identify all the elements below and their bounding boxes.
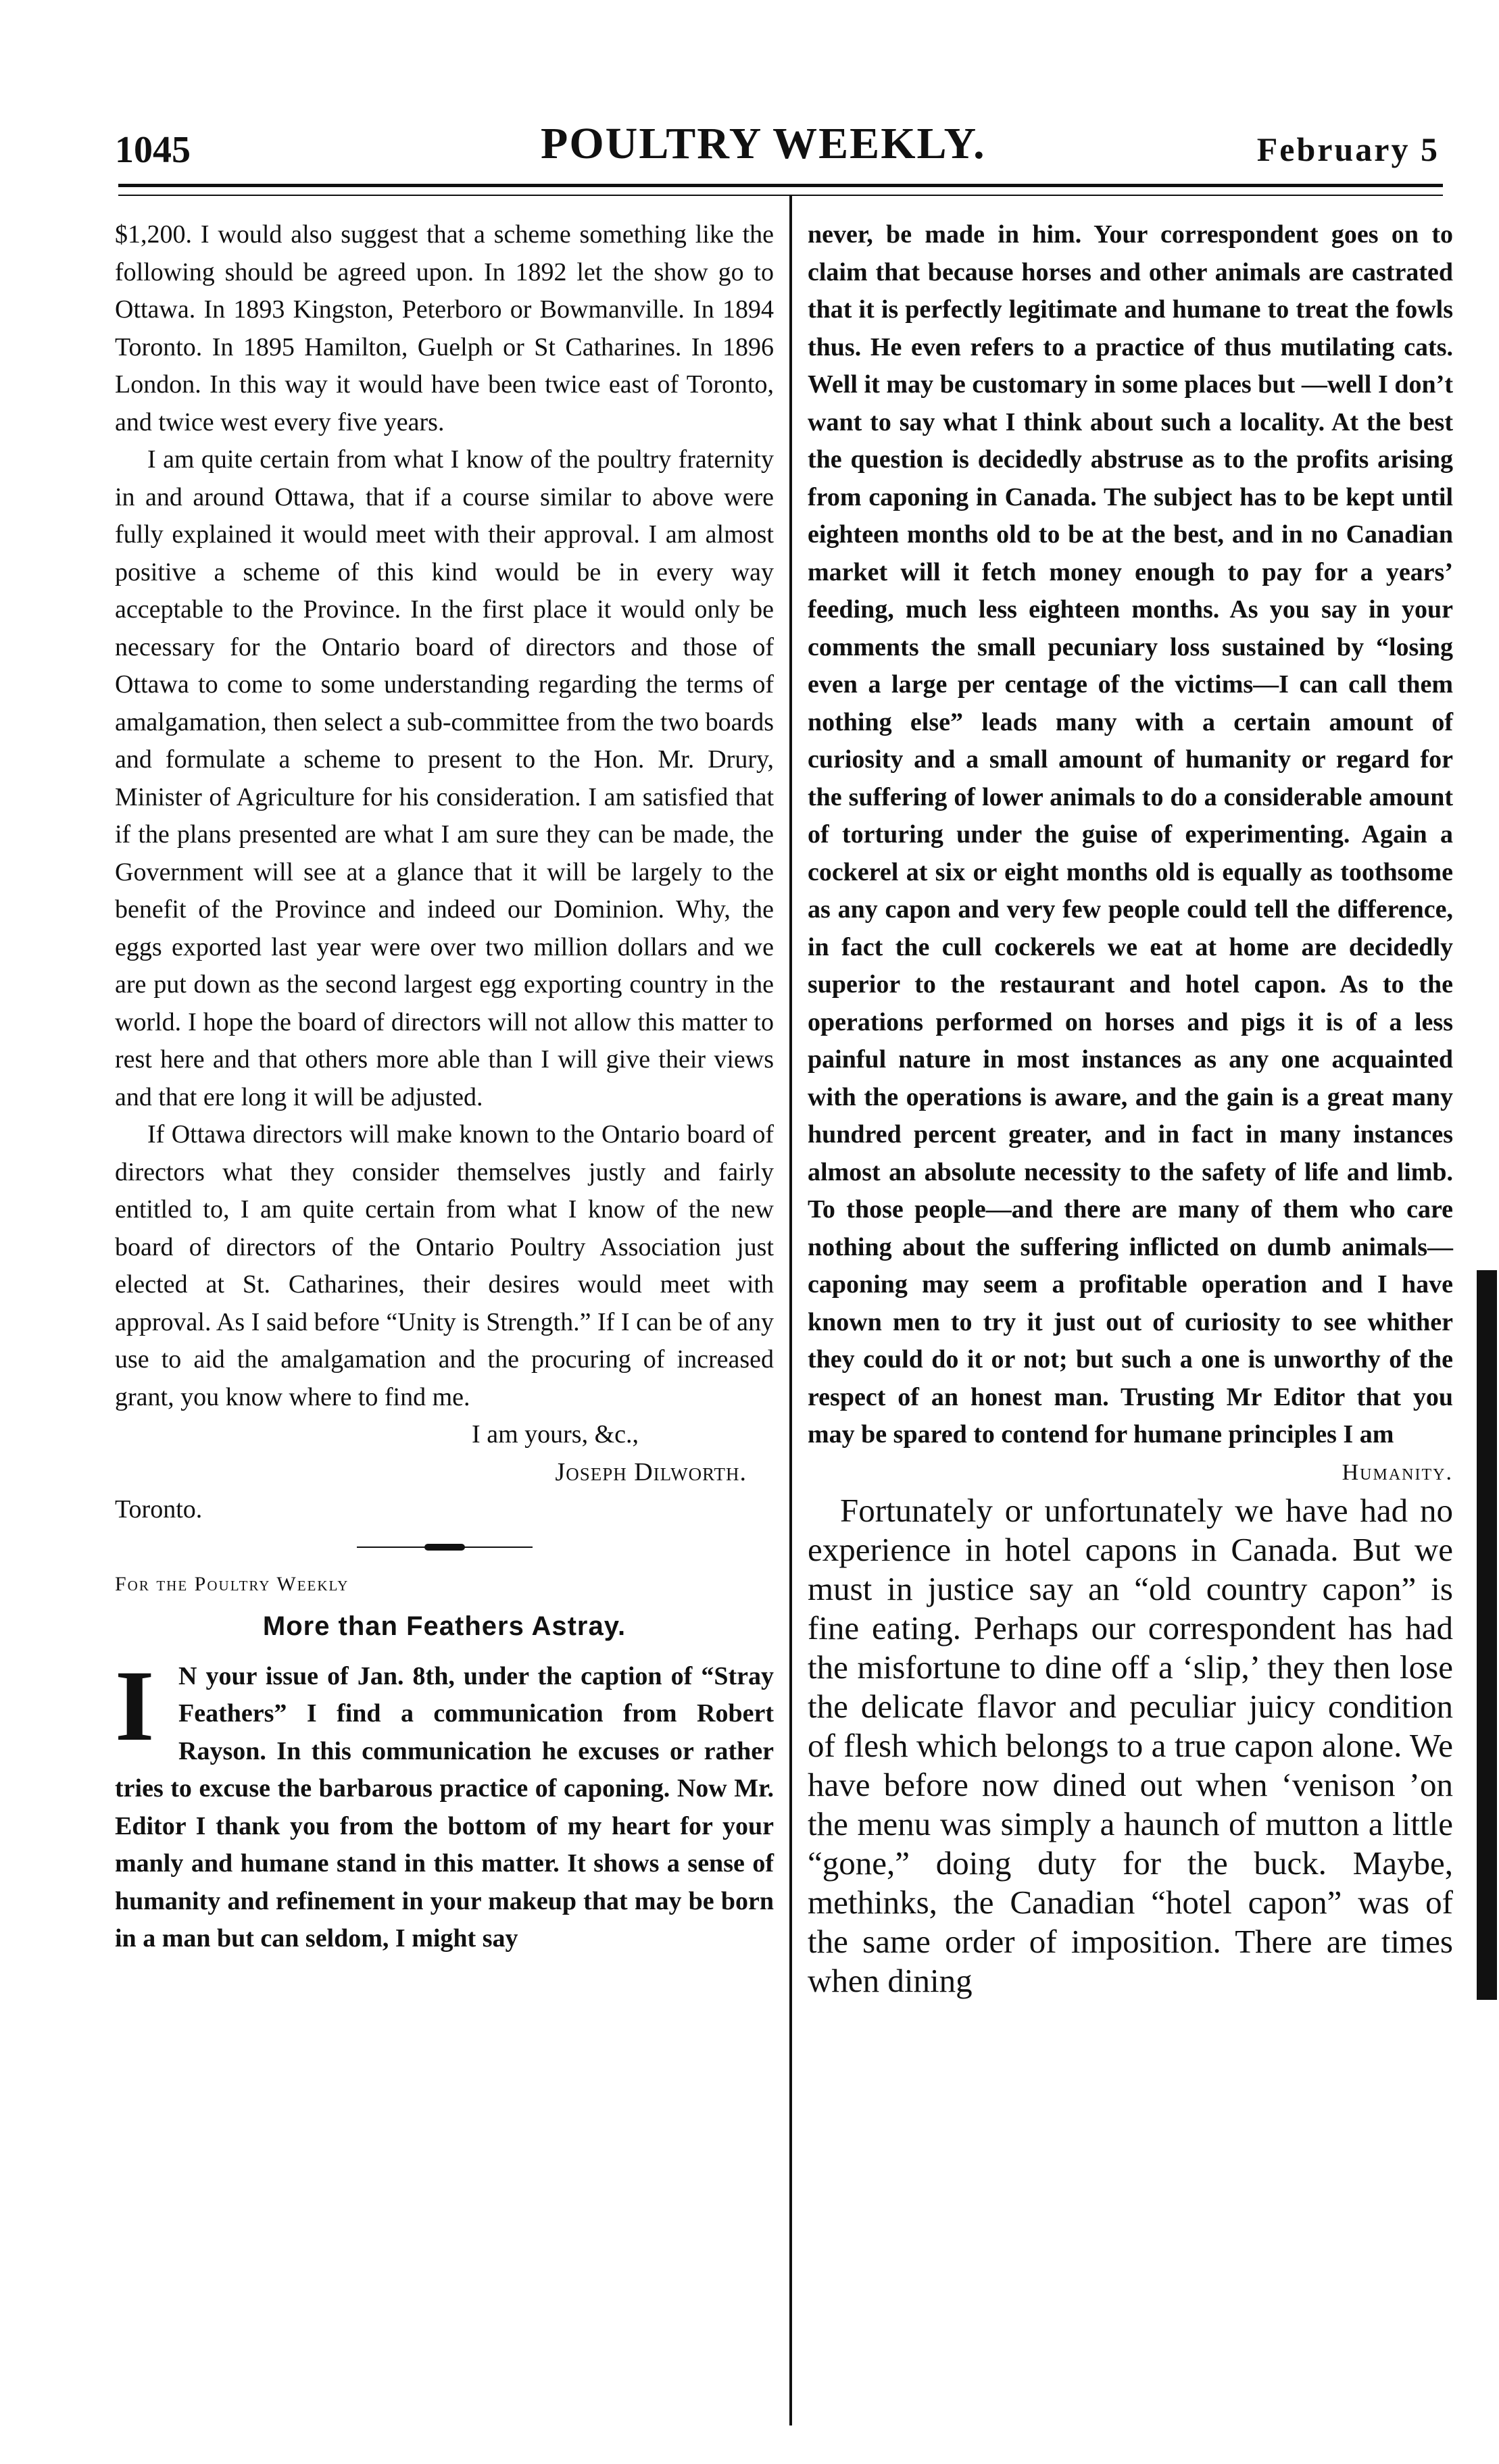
section-divider: [357, 1544, 533, 1551]
article-title: More than Feathers Astray.: [262, 1611, 626, 1641]
article-paragraph: [115, 1649, 774, 1958]
letter-continuation: never, be made in him. Your correspondent goes on to claim that because horses and other animals are castrated that it is perfectly legitimate and humane to treat the fowls thus. He even refers to a practice of thus mutilating cats. Well it may be customary in some places but —well I don’t want to say what I think about such a locality. At the best the question is decidedly abstruse as to the profits arising from caponing in Canada. The subject has to be kept until eighteen months old to be at the best, and in no Canadian market will it fetch money enough to pay for a years’ feeding, much less eighteen months. As you say in your comments the small pecuniary loss sustained by “losing even a large per centage of the victims—I can call them nothing else” leads many with a certain amount of curiosity and a small amount of humanity or regard for the suffering of lower animals to do a considerable amount of torturing under the guise of experimenting. Again a cockerel at six or eight months old is equally as toothsome as any capon and very few people could tell the difference, in fact the cull cockerels we eat at home are decidedly superior to the restaurant and hotel capon. As to the operations performed on horses and pigs it is of a less painful nature in most instances as any one acquainted with the operations is aware, and the gain is a great many hundred percent greater, and in fact in many instances almost an absolute necessity to the safety of life and limb. To those people—and there are many of them who care nothing about the suffering inflicted on dumb animals—caponing may seem a profitable operation and I have known men to try it just out of curiosity to see whither they could do it or not; but such a one is unworthy of the respect of an honest man. Trusting Mr Editor that you may be spared to contend for humane principles I am: [808, 220, 1453, 1449]
letter-paragraph: I am quite certain from what I know of the poultry fraternity in and around Ottawa, that if a course similar to above were fully explained it would meet with their approval. I am almost positive a scheme of this kind would be in every way acceptable to the Province. In the first place it would only be necessary for the Ontario board of directors and those of Ottawa to come to some understanding regarding the terms of amalgamation, then select a sub-committee from the two boards and formulate a scheme to present to the Hon. Mr. Drury, Minister of Agriculture for his consideration. I am satisfied that if the plans presented are what I am sure they can be made, the Government will see at a glance that it will be largely to the benefit of the Province and indeed our Dominion. Why, the eggs exported last year were over two million dollars and we are put down as the second largest egg exporting country in the world. I hope the board of directors will not allow this matter to rest here and that others more able than I will give their views and that ere long it will be adjusted.: [115, 445, 774, 1111]
column-divider: [789, 196, 792, 2425]
left-column: [115, 216, 774, 1958]
header-rule: [118, 184, 1443, 196]
right-column: [808, 216, 1453, 2001]
letter-signature: Joseph Dilworth.: [555, 1457, 747, 1486]
editor-note: Fortunately or unfortunately we have had no experience in hotel capons in Canada. But we must in justice say an “old country capon” is fine eating. Perhaps our correspondent has had the misfortune to dine off a ‘slip,’ they then lose the delicate flavor and peculiar juicy condition of flesh which belongs to a true capon alone. We have before now dined out when ‘venison ’on the menu was simply a haunch of mutton a little “gone,” doing duty for the buck. Maybe, methinks, the Canadian “hotel capon” was of the same order of imposition. There are times when dining: [808, 1492, 1453, 1999]
page-number: 1045: [115, 129, 191, 171]
letter-closing: I am yours, &c.,: [472, 1420, 639, 1449]
article-text: N your issue of Jan. 8th, under the caption of “Stray Feathers” I find a communication from Robert Rayson. In this communication he excuses or rather tries to excuse the barbarous practice of caponing. Now Mr. Editor I thank you from the bottom of my heart for your manly and humane stand in this matter. It shows a sense of humanity and refinement in your makeup that may be born in a man but can seldom, I might say: [115, 1661, 774, 1953]
letter-paragraph: $1,200. I would also suggest that a scheme something like the following should be agreed upon. In 1892 let the show go to Ottawa. In 1893 Kingston, Peterboro or Bowmanville. In 1894 Toronto. In 1895 Hamilton, Guelph or St Catharines. In 1896 London. In this way it would have been twice east of Toronto, and twice west every five years.: [115, 220, 774, 436]
margin-bar: [1477, 1270, 1497, 2000]
issue-date: February 5: [1256, 130, 1440, 168]
letter-place: Toronto.: [115, 1495, 203, 1524]
publication-title: POULTRY WEEKLY.: [541, 119, 986, 168]
drop-cap: I: [115, 1649, 155, 1762]
for-line: For the Poultry Weekly: [115, 1572, 349, 1595]
page-header: [115, 115, 1440, 189]
letter-signature: Humanity.: [1342, 1459, 1453, 1485]
letter-paragraph: If Ottawa directors will make known to the Ontario board of directors what they consider themselves justly and fairly entitled to, I am quite certain from what I know of the new board of directors of the Ontario Poultry Association just elected at St. Catharines, their desires would meet with approval. As I said before “Unity is Strength.” If I can be of any use to aid the amalgamation and the procuring of increased grant, you know where to find me.: [115, 1120, 774, 1411]
